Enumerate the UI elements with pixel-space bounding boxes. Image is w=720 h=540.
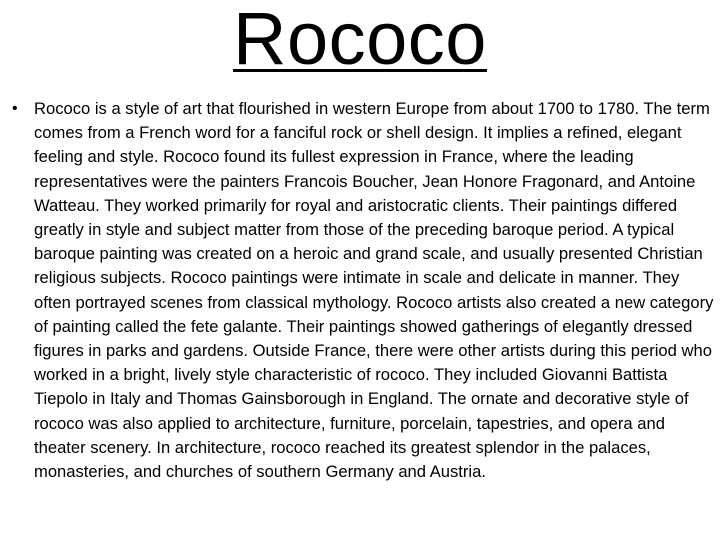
slide-title-text: Rococo: [233, 0, 487, 80]
body-paragraph: Rococo is a style of art that flourished in western Europe from about 1700 to 1780. The term comes from a French word for a fanciful rock or shell design. It implies a refined, elegant feeling and style. Rococo found its fullest expression in France, where the leading representatives were the painters Francois Boucher, Jean Honore Fragonard, and Antoine Watteau. They worked primarily for royal and aristocratic clients. Their paintings differed greatly in style and subject matter from those of the preceding baroque period. A typical baroque painting was created on a heroic and grand scale, and usually presented Christian religious subjects. Rococo paintings were intimate in scale and delicate in manner. They often portrayed scenes from classical mythology. Rococo artists also created a new category of painting called the fete galante. Their paintings showed gatherings of elegantly dressed figures in parks and gardens. Outside France, there were other artists during this period who worked in a bright, lively style characteristic of rococo. They included Giovanni Battista Tiepolo in Italy and Thomas Gainsborough in England. The ornate and decorative style of rococo was also applied to architecture, furniture, porcelain, tapestries, and opera and theater scenery. In architecture, rococo reached its greatest splendor in the palaces, monasteries, and churches of southern Germany and Austria.: [34, 99, 714, 482]
slide-title: [0, 0, 720, 78]
bullet-item: [12, 97, 717, 484]
bullet-icon: •: [12, 100, 18, 117]
